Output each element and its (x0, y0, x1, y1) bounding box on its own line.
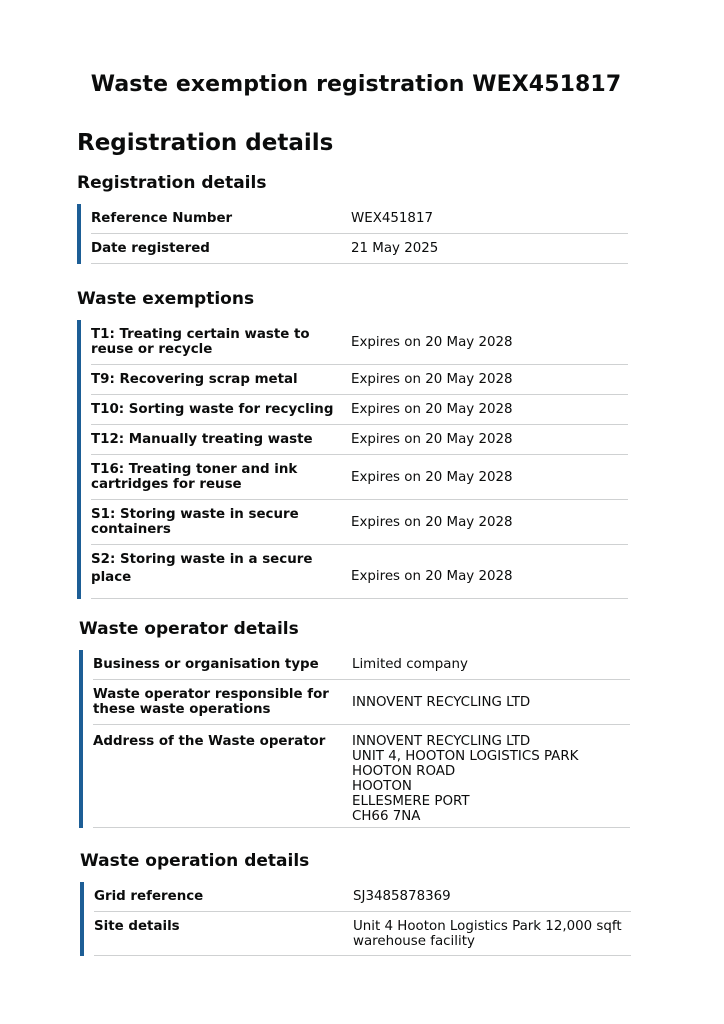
exemption-name: T12: Manually treating waste (91, 432, 313, 447)
summary-key: Site details (94, 919, 180, 934)
exemption-name: S1: Storing waste in secure containers (91, 507, 299, 537)
waste-operation-section (80, 850, 631, 956)
summary-key: Grid reference (94, 889, 204, 904)
summary-value: 21 May 2025 (351, 241, 439, 256)
summary-key: Business or organisation type (93, 657, 319, 672)
summary-value: Unit 4 Hooton Logistics Park 12,000 sqft warehouse facility (353, 919, 622, 949)
exemption-row-t10 (91, 395, 628, 425)
summary-row-operator-name (93, 680, 630, 725)
section-heading: Waste exemptions (77, 289, 255, 309)
exemption-row-t9 (91, 365, 628, 395)
summary-value: WEX451817 (351, 211, 433, 226)
document-title: Waste exemption registration WEX451817 (90, 72, 622, 97)
exemption-expiry: Expires on 20 May 2028 (351, 469, 513, 485)
summary-row-reference-number (91, 204, 628, 234)
summary-key: Date registered (91, 241, 210, 256)
exemption-expiry: Expires on 20 May 2028 (351, 432, 513, 447)
summary-row-grid-reference (94, 882, 631, 912)
summary-row-date-registered (91, 234, 628, 264)
exemption-expiry: Expires on 20 May 2028 (351, 402, 513, 417)
address-line: ELLESMERE PORT (352, 794, 470, 809)
exemption-row-t1 (91, 320, 628, 365)
exemption-expiry: Expires on 20 May 2028 (351, 372, 513, 387)
summary-value: SJ3485878369 (353, 889, 451, 904)
section-heading: Registration details (77, 173, 267, 193)
summary-list (79, 650, 630, 828)
exemption-row-s1 (91, 500, 628, 545)
exemption-name: S2: Storing waste in a secure place (91, 552, 313, 585)
exemption-expiry: Expires on 20 May 2028 (351, 514, 513, 530)
summary-list (77, 320, 628, 599)
summary-value: Limited company (352, 657, 468, 672)
summary-row-operator-address (93, 725, 630, 828)
page-heading: Registration details (77, 130, 334, 156)
registration-details-section (77, 172, 628, 264)
exemption-expiry: Expires on 20 May 2028 (351, 569, 513, 584)
exemption-name: T16: Treating toner and ink cartridges for reuse (91, 462, 298, 492)
exemption-name: T1: Treating certain waste to reuse or recycle (91, 327, 310, 357)
exemption-row-t16 (91, 455, 628, 500)
summary-key: Waste operator responsible for these waste operations (93, 687, 329, 717)
waste-operator-section (79, 618, 630, 828)
summary-key: Address of the Waste operator (93, 734, 326, 749)
exemption-row-s2 (91, 545, 628, 599)
exemption-expiry: Expires on 20 May 2028 (351, 334, 513, 350)
waste-exemptions-section (77, 288, 628, 599)
address-line: HOOTON (352, 779, 412, 794)
summary-row-organisation-type (93, 650, 630, 680)
exemption-row-t12 (91, 425, 628, 455)
section-heading: Waste operator details (79, 619, 299, 639)
exemption-name: T9: Recovering scrap metal (91, 372, 298, 387)
address-line: UNIT 4, HOOTON LOGISTICS PARK (352, 749, 579, 764)
summary-list (77, 204, 628, 264)
exemption-name: T10: Sorting waste for recycling (91, 402, 334, 417)
summary-list (80, 882, 631, 956)
address-value (352, 734, 630, 824)
section-heading: Waste operation details (80, 851, 310, 871)
summary-key: Reference Number (91, 211, 233, 226)
address-line: HOOTON ROAD (352, 764, 456, 779)
summary-row-site-details (94, 912, 631, 956)
address-line: INNOVENT RECYCLING LTD (352, 734, 531, 749)
address-line: CH66 7NA (352, 809, 421, 824)
summary-value: INNOVENT RECYCLING LTD (352, 694, 531, 710)
